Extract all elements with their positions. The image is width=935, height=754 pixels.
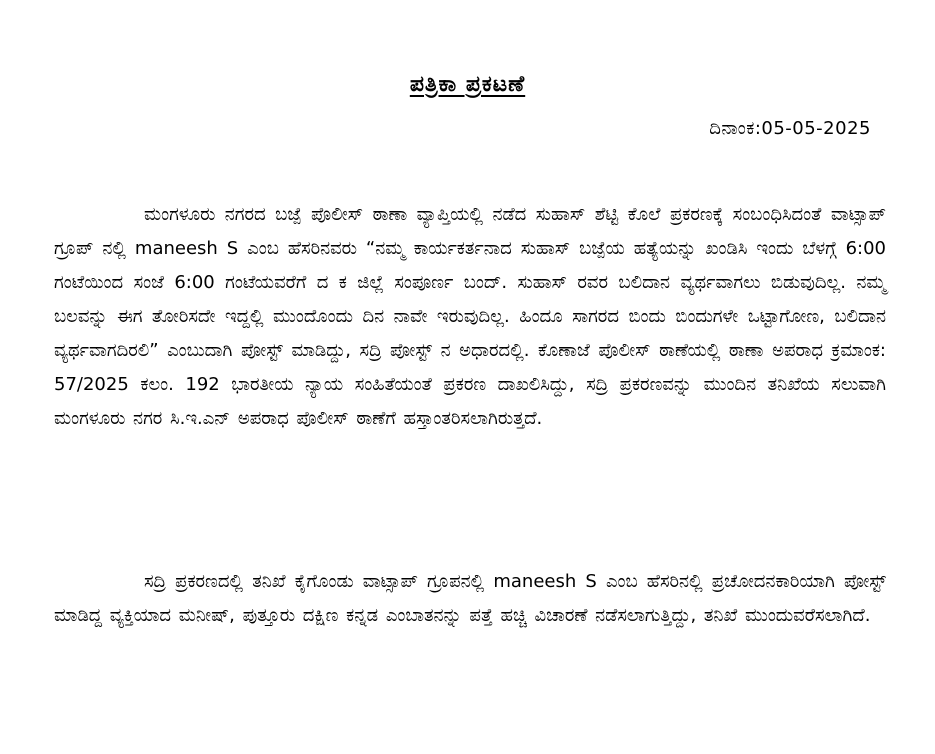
paragraph-2: ಸದ್ರಿ ಪ್ರಕರಣದಲ್ಲಿ ತನಿಖೆ ಕೈಗೊಂಡು ವಾಟ್ಸಾಪ್ ಗ್ರೂಪನಲ್ಲಿ maneesh S ಎಂಬ ಹೆಸರಿನಲ್ಲಿ ಪ್ರಚೋದನಕಾರಿಯಾಗಿ ಪೋಸ್ಟ್ ಮಾಡಿದ್ದ ವ್ಯಕ್ತಿಯಾದ ಮನೀಷ್, ಪುತ್ತೂರು ದಕ್ಷಿಣ ಕನ್ನಡ ಎಂಬಾತನನ್ನು ಪತ್ತೆ ಹಚ್ಚಿ ವಿಚಾರಣೆ ನಡೆಸಲಾಗುತ್ತಿದ್ದು, ತನಿಖೆ ಮುಂದುವರೆಸಲಾಗಿದೆ. <box>54 571 886 626</box>
document-date: ದಿನಾಂಕ:05-05-2025 <box>709 118 871 139</box>
paragraph-1: ಮಂಗಳೂರು ನಗರದ ಬಜ್ಪೆ ಪೊಲೀಸ್ ಠಾಣಾ ವ್ಯಾಪ್ತಿಯಲ್ಲಿ ನಡೆದ ಸುಹಾಸ್ ಶೆಟ್ಟಿ ಕೊಲೆ ಪ್ರಕರಣಕ್ಕೆ ಸಂಬಂಧಿಸಿದಂತೆ ವಾಟ್ಸಾಪ್ ಗ್ರೂಪ್ ನಲ್ಲಿ maneesh S ಎಂಬ ಹೆಸರಿನವರು “ನಮ್ಮ ಕಾರ್ಯಕರ್ತನಾದ ಸುಹಾಸ್ ಬಜ್ಪೆಯ ಹತ್ಯೆಯನ್ನು ಖಂಡಿಸಿ ಇಂದು ಬೆಳಗ್ಗೆ 6:00 ಗಂಟೆಯಿಂದ ಸಂಜೆ 6:00 ಗಂಟೆಯವರೆಗೆ ದ ಕ ಜಿಲ್ಲೆ ಸಂಪೂರ್ಣ ಬಂದ್. ಸುಹಾಸ್ ರವರ ಬಲಿದಾನ ವ್ಯರ್ಥವಾಗಲು ಬಿಡುವುದಿಲ್ಲ. ನಮ್ಮ ಬಲವನ್ನು ಈಗ ತೋರಿಸದೇ ಇದ್ದಲ್ಲಿ ಮುಂದೊಂದು ದಿನ ನಾವೇ ಇರುವುದಿಲ್ಲ. ಹಿಂದೂ ಸಾಗರದ ಬಿಂದು ಬಿಂದುಗಳೇ ಒಟ್ಟಾಗೋಣ, ಬಲಿದಾನ ವ್ಯರ್ಥವಾಗದಿರಲಿ” ಎಂಬುದಾಗಿ ಪೋಸ್ಟ್ ಮಾಡಿದ್ದು, ಸದ್ರಿ ಪೋಸ್ಟ್ ನ ಅಧಾರದಲ್ಲಿ. ಕೊಣಾಜೆ ಪೊಲೀಸ್ ಠಾಣೆಯಲ್ಲಿ ಠಾಣಾ ಅಪರಾಧ ಕ್ರಮಾಂಕ: 57/2025 ಕಲಂ. 192 ಭಾರತೀಯ ನ್ಯಾಯ ಸಂಹಿತೆಯಂತೆ ಪ್ರಕರಣ ದಾಖಲಿಸಿದ್ದು, ಸದ್ರಿ ಪ್ರಕರಣವನ್ನು ಮುಂದಿನ ತನಿಖೆಯ ಸಲುವಾಗಿ ಮಂಗಳೂರು ನಗರ ಸಿ.ಇ.ಎನ್ ಅಪರಾಧ ಪೊಲೀಸ್ ಠಾಣೆಗೆ ಹಸ್ತಾಂತರಿಸಲಾಗಿರುತ್ತದೆ. <box>54 204 886 429</box>
document-title: ಪತ್ರಿಕಾ ಪ್ರಕಟಣೆ <box>409 72 526 97</box>
